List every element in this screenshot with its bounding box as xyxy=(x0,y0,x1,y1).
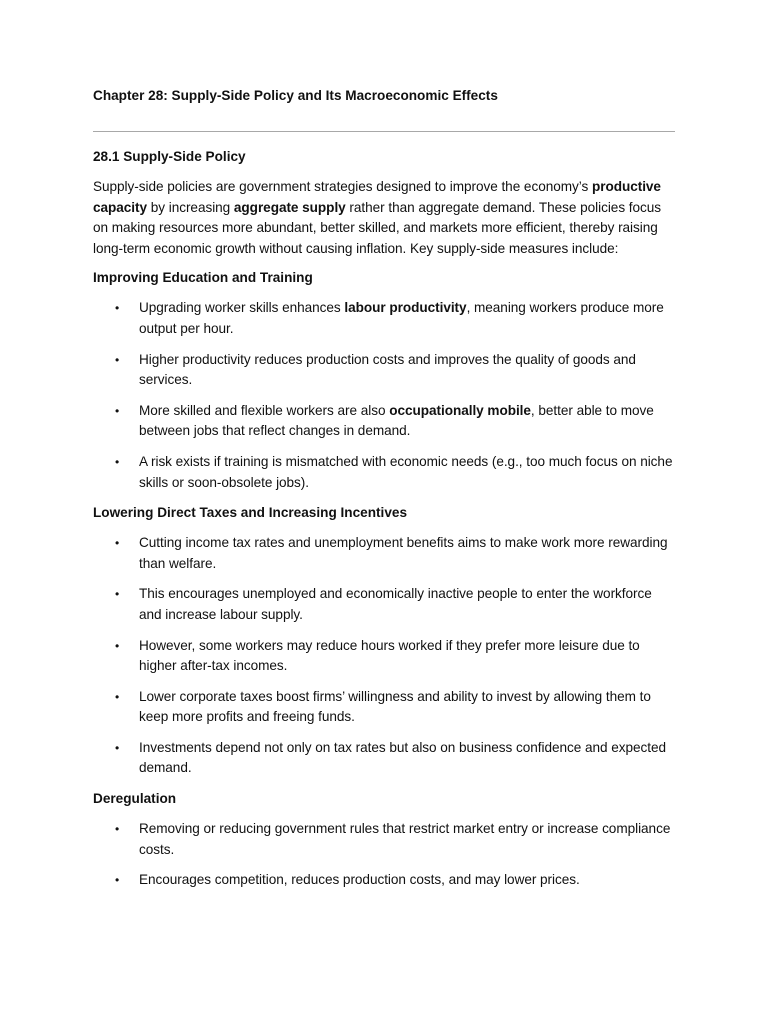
list-item-text: Upgrading worker skills enhances xyxy=(139,300,345,316)
bullet-list-taxes xyxy=(93,533,675,779)
bullet-icon: • xyxy=(115,689,120,704)
list-item-text: This encourages unemployed and economically inactive people to enter the workforce and increase labour supply. xyxy=(139,586,652,622)
list-item-text: More skilled and flexible workers are also xyxy=(139,402,390,418)
list-item-text: , meaning workers produce more output per hour. xyxy=(139,300,664,336)
subheading-deregulation: Deregulation xyxy=(93,791,177,807)
horizontal-rule xyxy=(93,131,675,132)
list-item xyxy=(93,738,675,779)
bullet-icon: • xyxy=(115,740,120,755)
list-item xyxy=(93,401,675,442)
list-item-text: Cutting income tax rates and unemployment benefits aims to make work more rewarding than welfare. xyxy=(139,535,668,571)
list-item-bold: labour productivity xyxy=(344,300,467,316)
bullet-icon: • xyxy=(115,403,120,418)
list-item-text: Investments depend not only on tax rates but also on business confidence and expected demand. xyxy=(139,739,667,776)
list-item-text: , better able to move between jobs that reflect changes in demand. xyxy=(139,402,654,439)
bullet-icon: • xyxy=(115,536,120,551)
bullet-list-education xyxy=(93,298,675,493)
bullet-icon: • xyxy=(115,454,120,469)
section-title: 28.1 Supply-Side Policy xyxy=(93,149,246,164)
subheading-lowering-taxes: Lowering Direct Taxes and Increasing Incentives xyxy=(93,505,408,521)
intro-bold-productive-capacity: productive capacity xyxy=(93,179,661,215)
bullet-icon: • xyxy=(115,822,120,837)
bullet-icon: • xyxy=(115,587,120,602)
subheading-education-training: Improving Education and Training xyxy=(93,270,313,286)
list-item xyxy=(93,452,675,493)
intro-bold-aggregate-supply: aggregate supply xyxy=(233,199,346,215)
intro-text-1: Supply-side policies are government strategies designed to improve the economy’s xyxy=(93,179,592,194)
bullet-icon: • xyxy=(115,638,120,653)
list-item-text: However, some workers may reduce hours worked if they prefer more leisure due to higher after-tax incomes. xyxy=(139,637,640,674)
intro-text-3: rather than aggregate demand. These policies focus on making resources more abundant, better skilled, and markets more efficient, thereby raising long-term economic growth without causing inflation. Key supply-side measures include: xyxy=(93,199,662,256)
intro-text-2: by increasing xyxy=(147,199,234,215)
list-item xyxy=(93,687,675,728)
list-item-text: Removing or reducing government rules that restrict market entry or increase compliance costs. xyxy=(139,821,671,857)
intro-paragraph xyxy=(93,177,675,259)
list-item xyxy=(93,870,675,891)
list-item-bold: occupationally mobile xyxy=(389,402,531,418)
list-item xyxy=(93,298,675,339)
list-item-text: Higher productivity reduces production costs and improves the quality of goods and services. xyxy=(139,351,636,388)
list-item xyxy=(93,584,675,625)
bullet-icon: • xyxy=(115,352,120,367)
bullet-list-deregulation xyxy=(93,819,675,891)
bullet-icon: • xyxy=(115,301,120,316)
list-item xyxy=(93,350,675,391)
list-item xyxy=(93,636,675,677)
list-item-text: A risk exists if training is mismatched with economic needs (e.g., too much focus on niche skills or soon-obsolete jobs). xyxy=(139,453,673,490)
bullet-icon: • xyxy=(115,873,120,888)
list-item xyxy=(93,533,675,574)
list-item-text: Lower corporate taxes boost firms’ willingness and ability to invest by allowing them to keep more profits and freeing funds. xyxy=(139,688,651,725)
list-item-text: Encourages competition, reduces production costs, and may lower prices. xyxy=(139,872,580,888)
list-item xyxy=(93,819,675,860)
document-page xyxy=(93,86,675,901)
chapter-title: Chapter 28: Supply-Side Policy and Its Macroeconomic Effects xyxy=(93,88,498,103)
